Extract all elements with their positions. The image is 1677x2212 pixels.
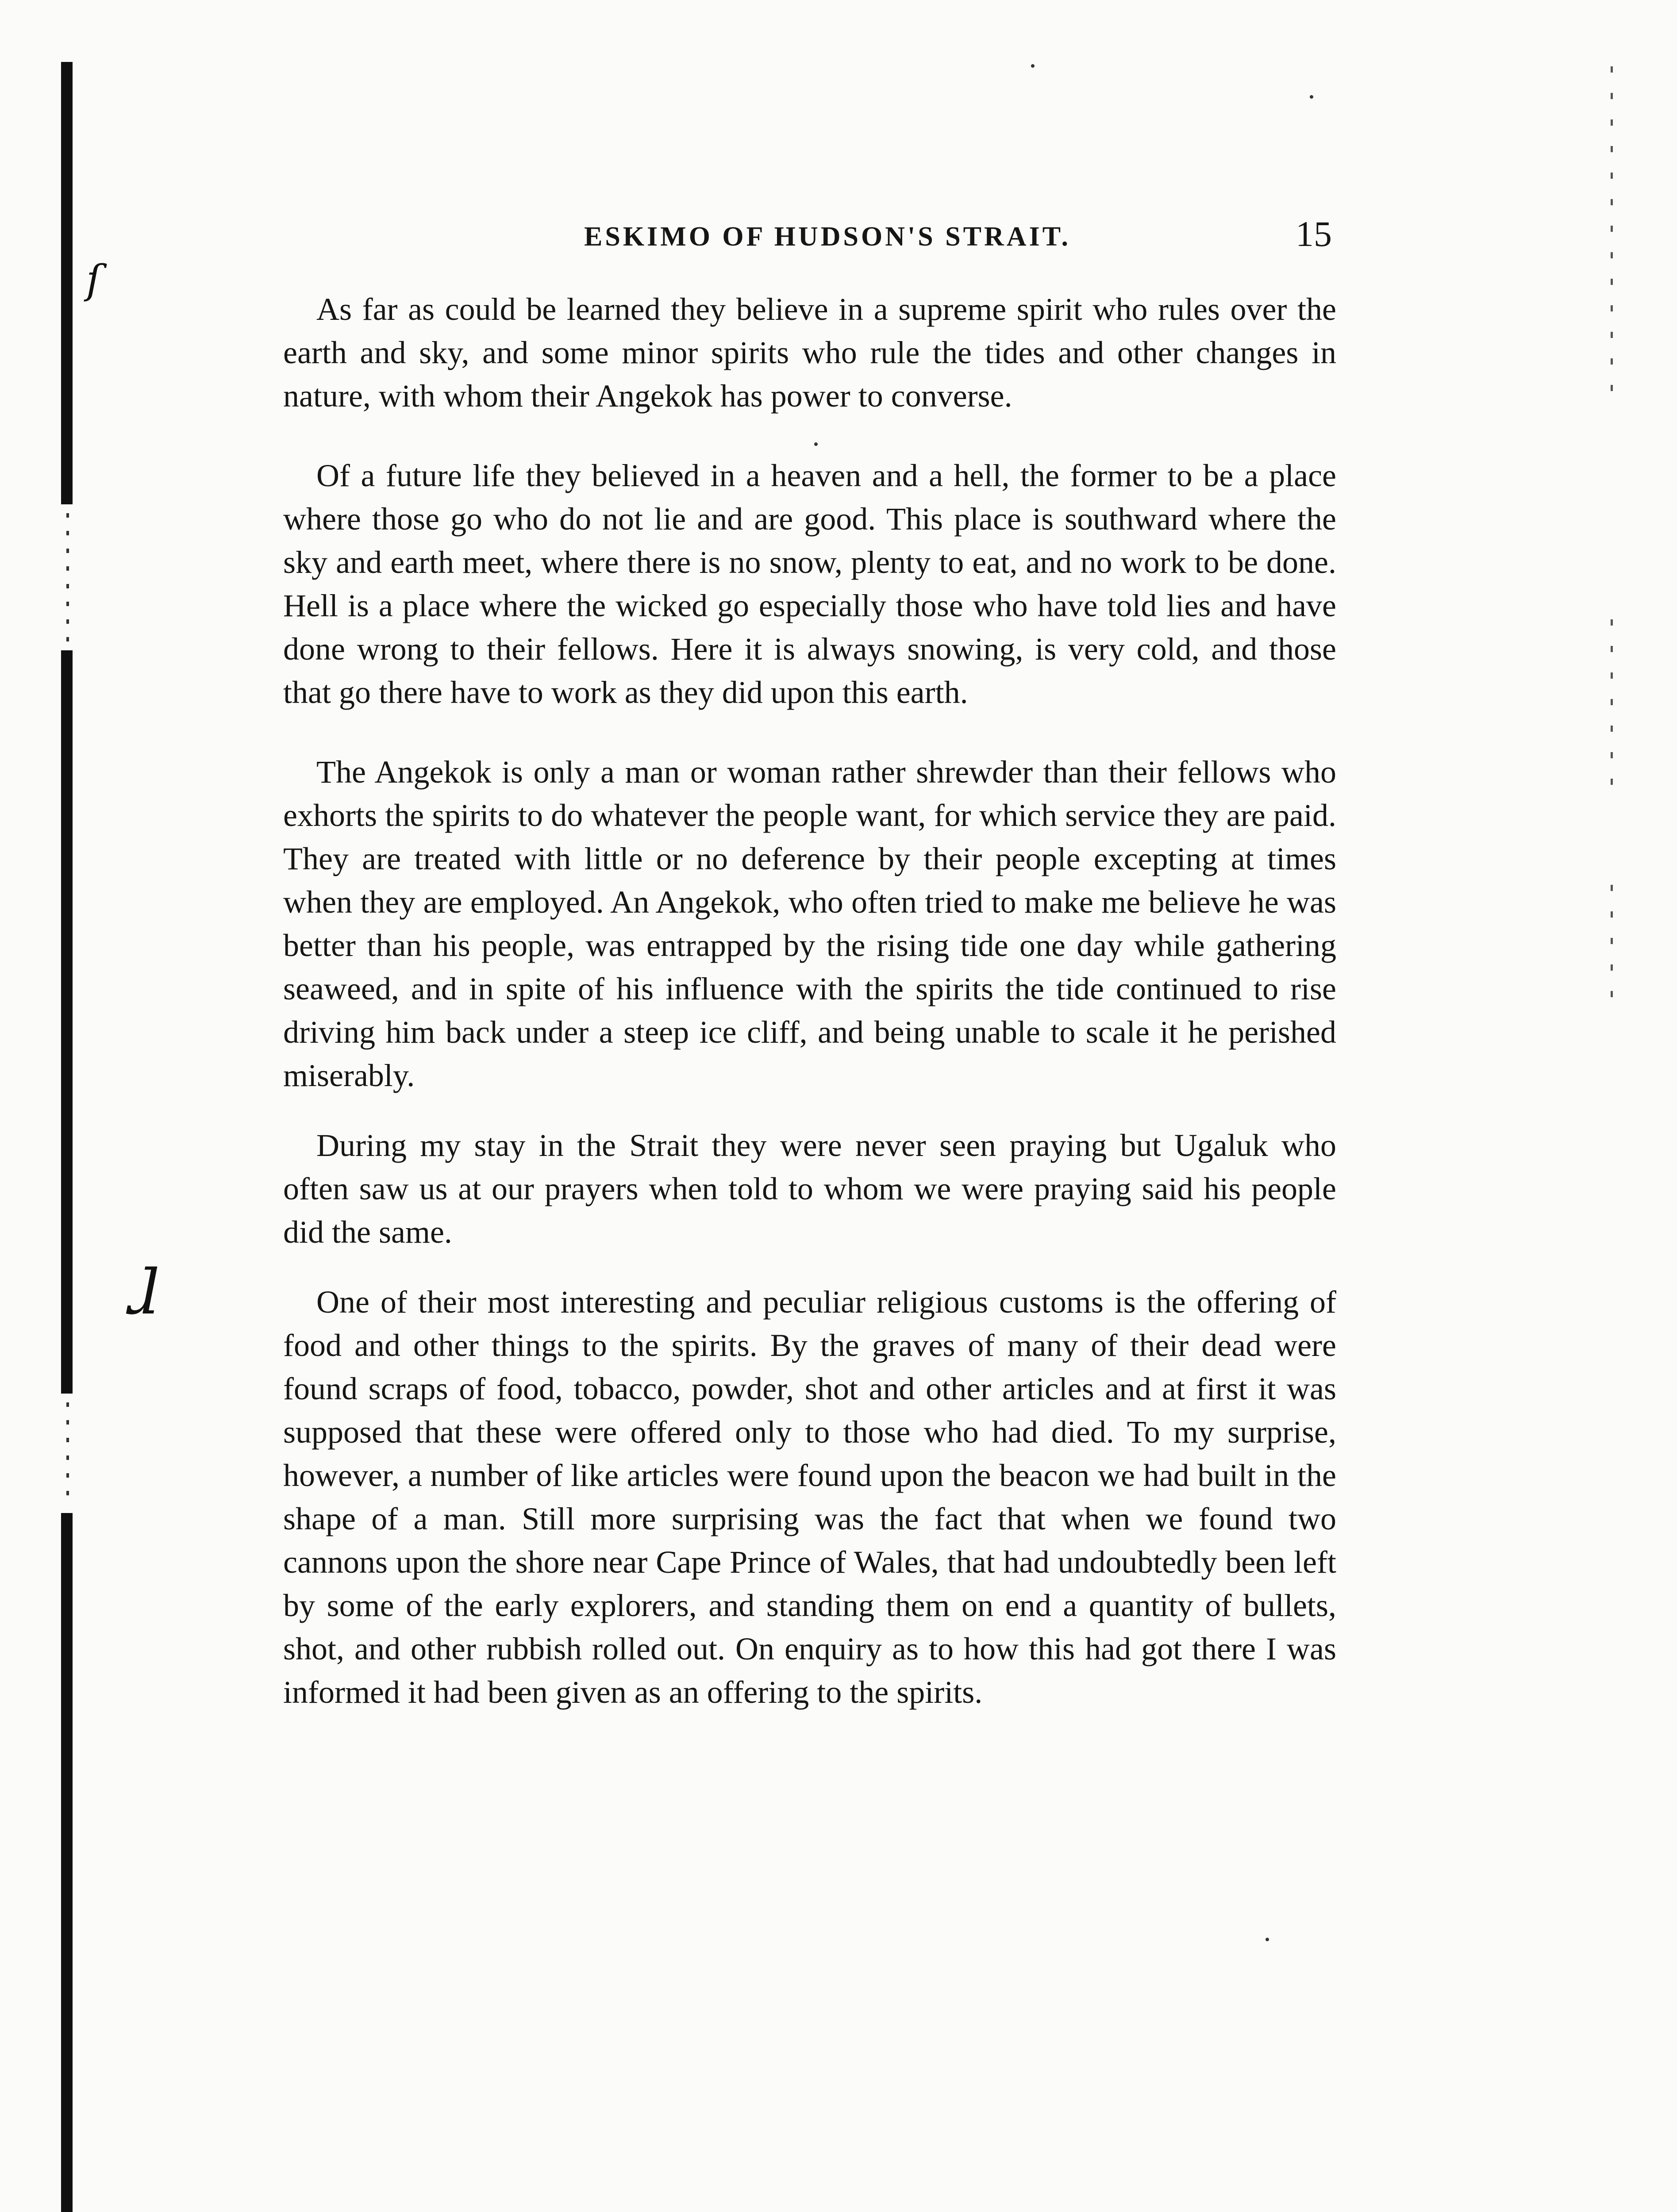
scan-speck — [1310, 95, 1313, 99]
paragraph: Of a future life they believed in a heaven and a hell, the former to be a place where those go who do not lie and are good. This place is southward where the sky and earth meet, where there is no snow, plenty to eat, and no work to be done. Hell is a place where the wicked go especially those who have told lies and have done wrong to their fellows. Here it is always snowing, is very cold, and those that go there have to work as they did upon this earth. — [283, 458, 1336, 710]
body-text — [283, 288, 1336, 1714]
binding-noise — [66, 1402, 69, 1509]
paragraph: One of their most interesting and peculiar religious customs is the offering of food and other things to the spirits. By the graves of many of their dead were found scraps of food, tobacco, powder, shot and other articles and at first it was supposed that these were offered only to those who had died. To my surprise, however, a number of like articles were found upon the beacon we had built in the shape of a man. Still more surprising was the fact that when we found two cannons upon the shore near Cape Prince of Wales, that had undoubtedly been left by some of the early explorers, and standing them on end a quantity of bullets, shot, and other rubbish rolled out. On enquiry as to how this had got there I was informed it had been given as an offering to the spirits. — [283, 1284, 1336, 1710]
paragraph: As far as could be learned they believe in a supreme spirit who rules over the earth and sky, and some minor spirits who rule the tides and other changes in nature, with whom their Angekok has power to converse. — [283, 292, 1336, 414]
edge-noise — [1611, 885, 1613, 1009]
scan-speck — [1031, 64, 1035, 68]
binding-shadow — [61, 1513, 73, 2212]
binding-shadow — [61, 650, 73, 1394]
pencil-mark: ſ — [86, 257, 101, 303]
pencil-mark: ɺ — [128, 1256, 160, 1329]
header-title: ESKIMO OF HUDSON'S STRAIT. — [584, 222, 1071, 252]
binding-shadow — [61, 62, 73, 504]
running-header — [283, 214, 1332, 261]
edge-noise — [1611, 66, 1613, 411]
paragraph: The Angekok is only a man or woman rather shrewder than their fellows who exhorts the spirits to do whatever the people want, for which service they are paid. They are treated with little or no deference by their people excepting at times when they are employed. An Angekok, who often tried to make me believe he was better than his people, was entrapped by the rising tide one day while gathering seaweed, and in spite of his influence with the spirits the tide continued to rise driving him back under a steep ice cliff, and being unable to scale it he perished miserably. — [283, 754, 1336, 1093]
page-number: 15 — [1296, 214, 1332, 254]
paragraph: During my stay in the Strait they were never seen praying but Ugaluk who often saw us at our prayers when told to whom we were praying said his people did the same. — [283, 1128, 1336, 1250]
binding-noise — [66, 513, 69, 646]
edge-noise — [1611, 619, 1613, 787]
scan-speck — [1265, 1938, 1269, 1941]
